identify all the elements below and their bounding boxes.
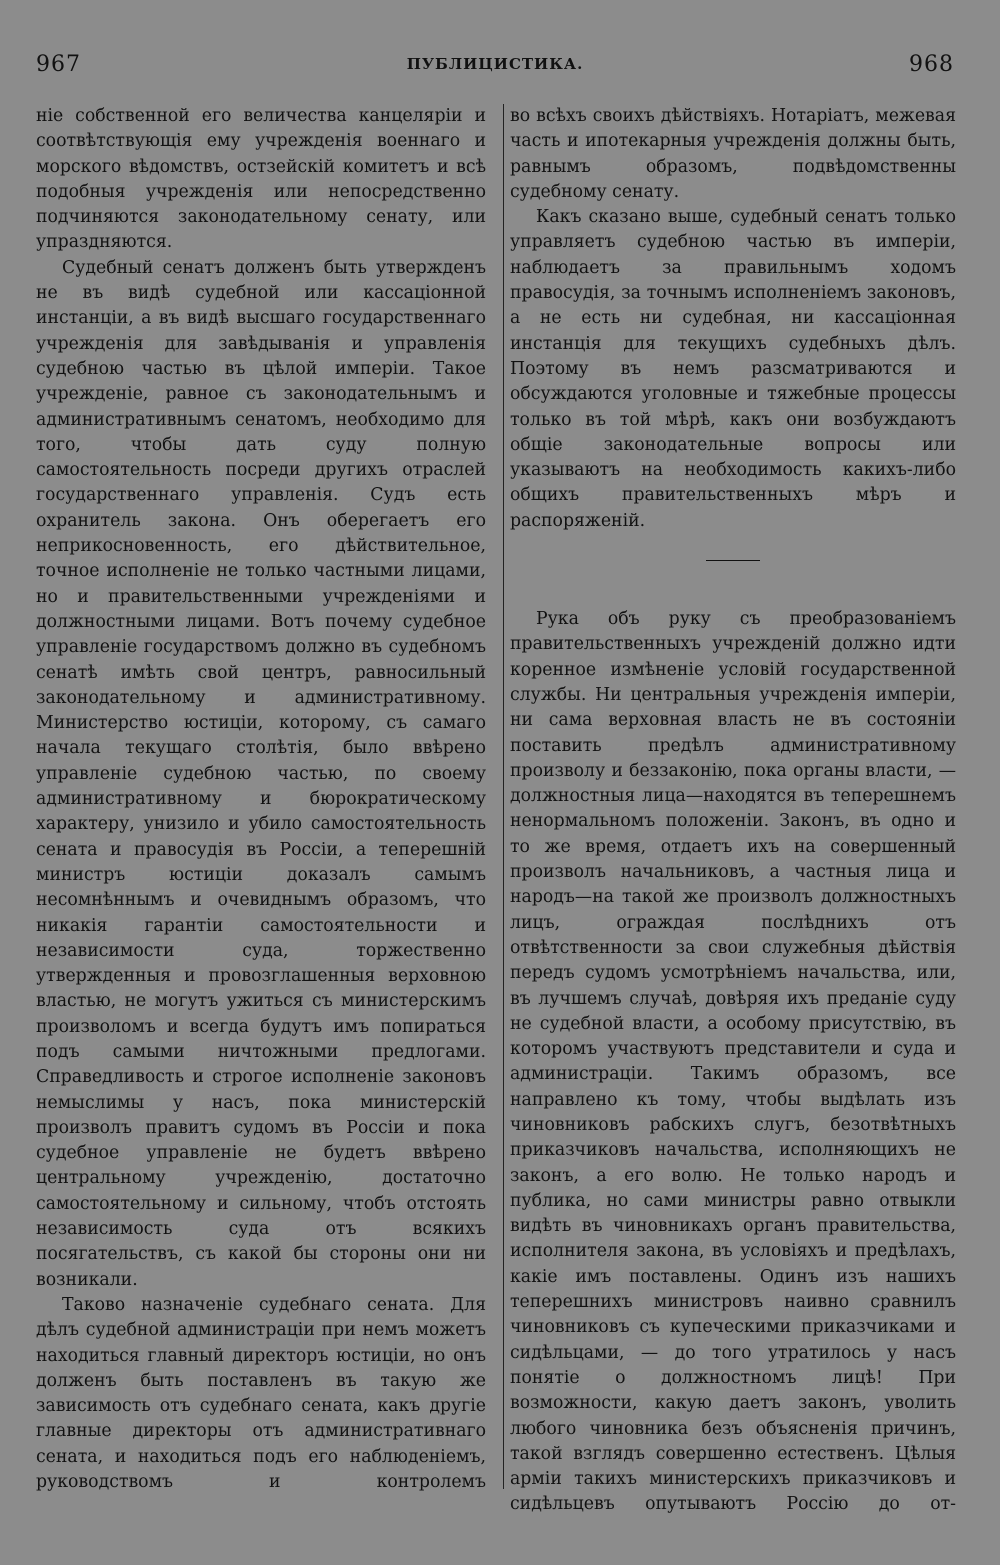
column-divider bbox=[503, 104, 504, 1489]
paragraph: Судебный сенатъ долженъ быть утвержденъ не въ видѣ судебной или кассаціонной инстанціи, а въ видѣ высшаго государственнаго учрежденія для завѣдыванія и управленія судебною частью въ цѣлой имперіи. Такое учрежденіе, равное съ законодательнымъ и административнымъ сенатомъ, необходимо для того, чтобы дать суду полную самостоятельность посреди другихъ отраслей государственнаго управленія. Судъ есть охранитель закона. Онъ оберегаетъ его неприкосновенность, его дѣйствительное, точное исполненіе не только частными лицами, но и правительственными учрежденіями и должностными лицами. Вотъ почему судебное управленіе государствомъ должно въ судебномъ сенатѣ имѣть свой центръ, равносильный законодательному и административному. Министерство юстиціи, которому, съ самаго начала текущаго столѣтія, было ввѣрено управленіе судебною частью, по своему административному и бюрократическому характеру, унизило и убило самостоятельность сената и правосудія въ Россіи, а теперешній министръ юстиціи доказалъ самымъ несомнѣннымъ и очевиднымъ образомъ, что никакія гарантіи самостоятельности и независимости суда, торжественно утвержденныя и провозглашенныя верховною властью, не могутъ ужиться съ министерскимъ произволомъ и всегда будутъ имъ попираться подъ самыми ничтожными предлогами. Справедливость и строгое исполненіе законовъ немыслимы у насъ, пока министерскій произволъ правитъ судомъ въ Россіи и пока судебное управленіе не будетъ ввѣрено центральному учрежденію, достаточно самостоятельному и сильному, чтобъ отстоять независимость суда отъ всякихъ посягательствъ, съ какой бы стороны они ни возникали. bbox=[36, 257, 486, 1290]
paragraph: во всѣхъ своихъ дѣйствіяхъ. Нотаріатъ, межевая часть и ипотекарныя учрежденія должны быть, равнымъ образомъ, подвѣдомственны судебному сенату. bbox=[510, 106, 956, 202]
left-column bbox=[36, 104, 486, 1495]
page-number-right: 968 bbox=[909, 51, 954, 77]
running-title: ПУБЛИЦИСТИКА. bbox=[406, 55, 584, 73]
paragraph: Таково назначеніе судебнаго сената. Для дѣлъ судебной администраціи при немъ можетъ находиться главный директоръ юстиціи, но онъ долженъ быть поставленъ въ такую же зависимость отъ судебнаго сената, какъ другіе главные директоры отъ административнаго сената, и находиться подъ его наблюденіемъ, руководствомъ и контролемъ bbox=[36, 1294, 486, 1493]
right-column bbox=[510, 104, 956, 1518]
section-separator bbox=[706, 560, 760, 561]
page-number-left: 967 bbox=[36, 51, 81, 77]
paragraph: Рука объ руку съ преобразованіемъ правительственныхъ учрежденій должно идти коренное измѣненіе условій государственной службы. Ни центральныя учрежденія имперіи, ни сама верховная власть не въ состояніи поставить предѣлъ административному произволу и беззаконію, пока органы власти, — должностныя лица—находятся въ теперешнемъ ненормальномъ положеніи. Законъ, въ одно и то же время, отдаетъ ихъ на совершенный произволъ начальниковъ, а частныя лица и народъ—на такой же произволъ должностныхъ лицъ, ограждая послѣднихъ отъ отвѣтственности за свои служебныя дѣйствія передъ судомъ усмотрѣніемъ начальства, или, въ лучшемъ случаѣ, довѣряя ихъ преданіе суду не судебной власти, а особому присутствію, въ которомъ участвуютъ представители и суда и администраціи. Такимъ образомъ, все направлено къ тому, чтобы выдѣлать изъ чиновниковъ рабскихъ слугъ, безотвѣтныхъ приказчиковъ начальства, исполняющихъ не законъ, а его волю. Не только народъ и публика, но сами министры равно отвыкли видѣть въ чиновникахъ органъ правительства, исполнителя закона, въ условіяхъ и предѣлахъ, какіе имъ поставлены. Одинъ изъ нашихъ теперешнихъ министровъ наивно сравнилъ чиновниковъ съ купеческими приказчиками и сидѣльцами, — до того утратилось у насъ понятіе о должностномъ лицѣ! При возможности, какую даетъ законъ, уволить любого чиновника безъ объясненія причинъ, такой взглядъ совершенно естественъ. Цѣлыя арміи такихъ министерскихъ приказчиковъ и сидѣльцевъ опутываютъ Россію до от- bbox=[510, 609, 956, 1515]
paragraph: ніе собственной его величества канцеляріи и соотвѣтствующія ему учрежденія военнаго и морского вѣдомствъ, остзейскій комитетъ и всѣ подобныя учрежденія или непосредственно подчиняются законодательному сенату, или упраздняются. bbox=[36, 106, 486, 253]
page-header bbox=[36, 48, 954, 80]
paragraph: Какъ сказано выше, судебный сенатъ только управляетъ судебною частью въ имперіи, наблюдаетъ за правильнымъ ходомъ правосудія, за точнымъ исполненіемъ законовъ, а не есть ни судебная, ни кассаціонная инстанція для текущихъ судебныхъ дѣлъ. Поэтому въ немъ разсматриваются и обсуждаются уголовные и тяжебные процессы только въ той мѣрѣ, какъ они возбуждаютъ общіе законодательные вопросы или указываютъ на необходимость какихъ-либо общихъ правительственныхъ мѣръ и распоряженій. bbox=[510, 207, 956, 531]
